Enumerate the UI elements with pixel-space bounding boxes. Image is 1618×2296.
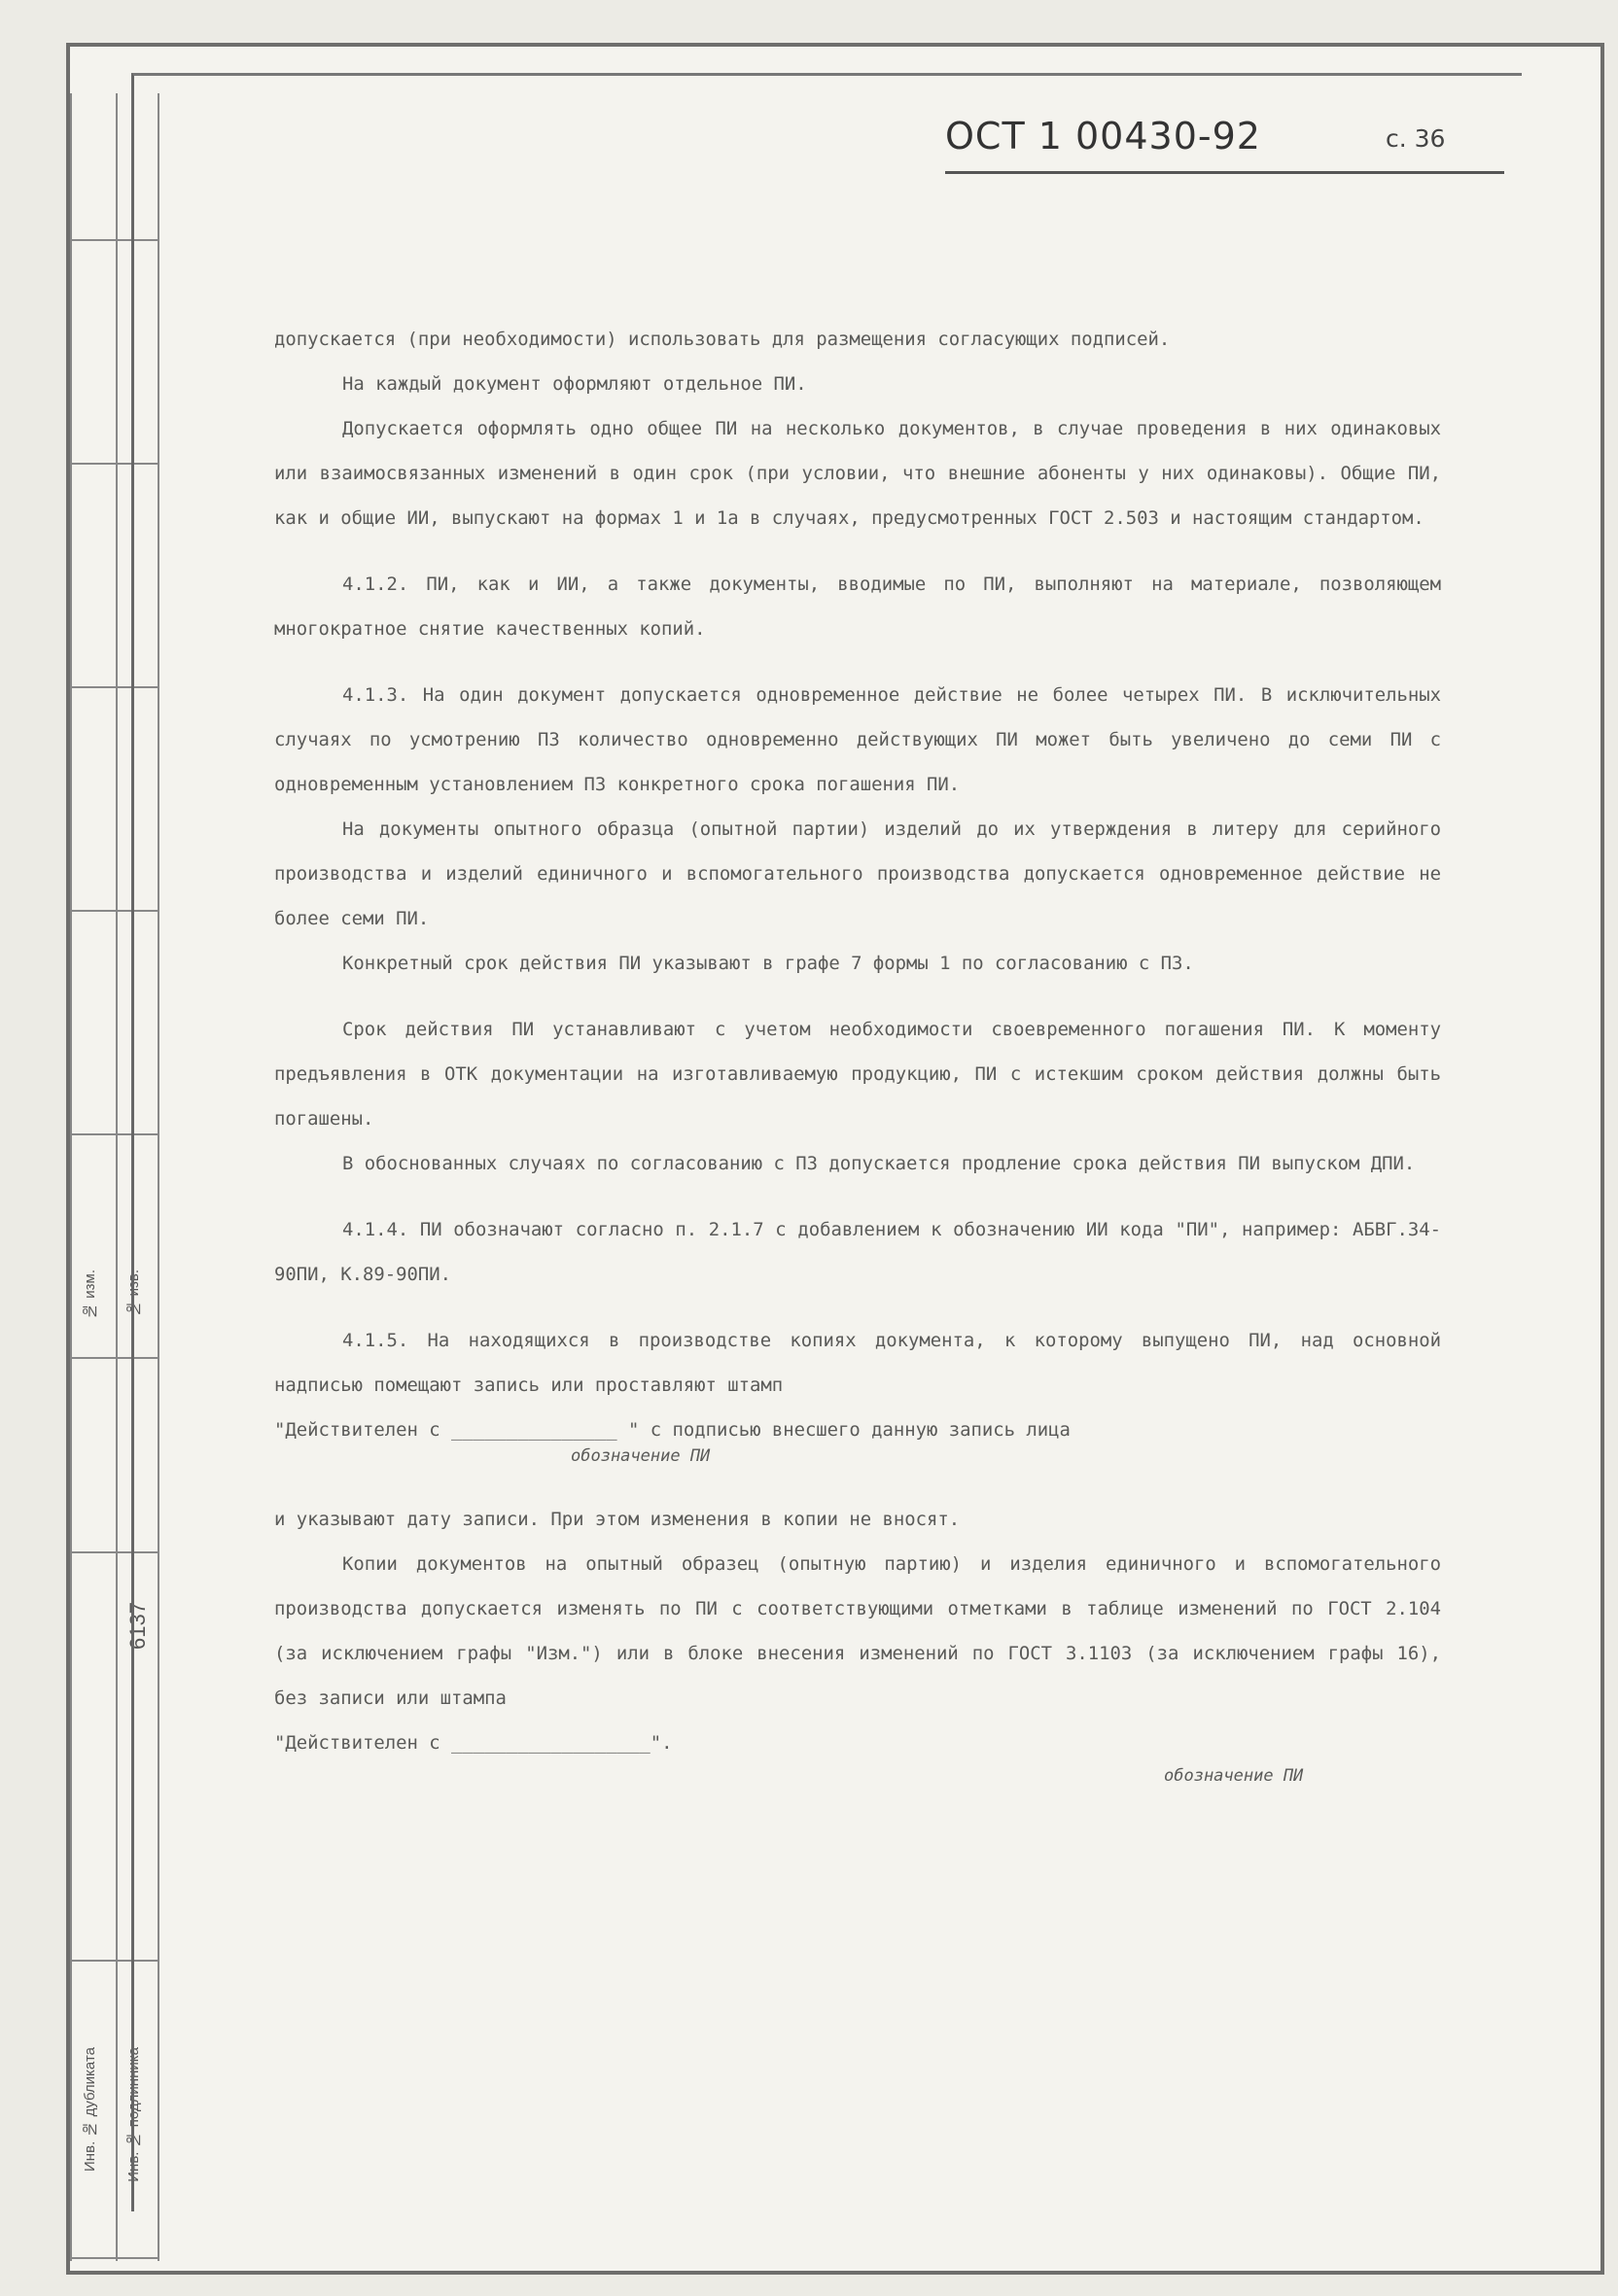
margin-cell-divider [70,2257,158,2259]
margin-label-original-inv: Инв. № подлинника [125,2047,142,2182]
stamp-prefix: "Действителен с [274,1419,440,1441]
paragraph: 4.1.2. ПИ, как и ИИ, а также документы, вводимые по ПИ, выполняют на материале, позволяющем многократное снятие качественных копий. [274,574,1441,640]
stamp-caption: обозначение ПИ [571,1446,711,1466]
margin-label-change-no: № изм. [82,1270,98,1319]
final-stamp-caption: обозначение ПИ [1164,1766,1304,1786]
header-rule [945,171,1504,174]
margin-column [70,93,118,2261]
paragraph: В обоснованных случаях по согласованию с ПЗ допускается продление срока действия ПИ выпуском ДПИ. [342,1153,1416,1174]
margin-label-number: 6137 [125,1602,150,1650]
page-header [945,115,1504,173]
paragraph: На документы опытного образца (опытной партии) изделий до их утверждения в литеру для серийного производства и изделий единичного и вспомогательного производства допускается одновременное действие не более семи ПИ. [274,818,1441,929]
paragraph: допускается (при необходимости) использовать для размещения согласующих подписей. [274,329,1171,350]
paragraph: и указывают дату записи. При этом изменения в копии не вносят. [274,1509,961,1530]
paragraph: Конкретный срок действия ПИ указывают в графе 7 формы 1 по согласованию с ПЗ. [342,953,1194,974]
page-number: с. 36 [1386,124,1446,153]
paragraph: 4.1.5. На находящихся в производстве копиях документа, к которому выпущено ПИ, над основной надписью помещают запись или проставляют штамп [274,1330,1441,1396]
stamp-line [274,1408,1441,1497]
paragraph: Допускается оформлять одно общее ПИ на несколько документов, в случае проведения в них одинаковых или взаимосвязанных изменений в один срок (при условии, что внешние абоненты у них одинаковы). Общие ПИ, как и общие ИИ, выпускают на формах 1 и 1а в случаях, предусмотренных ГОСТ 2.503 и настоящим стандартом. [274,418,1441,529]
paragraph: 4.1.4. ПИ обозначают согласно п. 2.1.7 с добавлением к обозначению ИИ кода "ПИ", например: АБВГ.34-90ПИ, К.89-90ПИ. [274,1219,1441,1285]
stamp-suffix: " с подписью внесшего данную запись лица [627,1419,1071,1441]
margin-label-notice-no: № изв. [125,1270,142,1317]
document-body [274,317,1441,1786]
stamp-blank: _______________ [450,1419,617,1441]
paragraph: На каждый документ оформляют отдельное ПИ. [342,373,807,395]
paragraph: Копии документов на опытный образец (опытную партию) и изделия единичного и вспомогательного производства допускается изменять по ПИ с соответствующими отметками в таблице изменений по ГОСТ 2.104 (за исключением графы "Изм.") или в блоке внесения изменений по ГОСТ 3.1103 (за исключением графы 16), без записи или штампа [274,1553,1441,1709]
final-stamp-prefix: "Действителен с [274,1732,440,1754]
margin-label-duplicate-inv: Инв. № дубликата [82,2047,98,2172]
final-stamp-line [274,1721,1441,1786]
standard-designation: ОСТ 1 00430-92 [945,115,1261,157]
final-stamp-suffix: ". [650,1732,673,1754]
paragraph: 4.1.3. На один документ допускается одновременное действие не более четырех ПИ. В исключительных случаях по усмотрению ПЗ количество одновременно действующих ПИ может быть увеличено до семи ПИ с одновременным установлением ПЗ конкретного срока погашения ПИ. [274,684,1441,795]
final-stamp-blank: __________________ [450,1732,651,1754]
paragraph: Срок действия ПИ устанавливают с учетом необходимости своевременного погашения ПИ. К моменту предъявления в ОТК документации на изготавливаемую продукцию, ПИ с истекшим сроком действия должны быть погашены. [274,1019,1441,1130]
